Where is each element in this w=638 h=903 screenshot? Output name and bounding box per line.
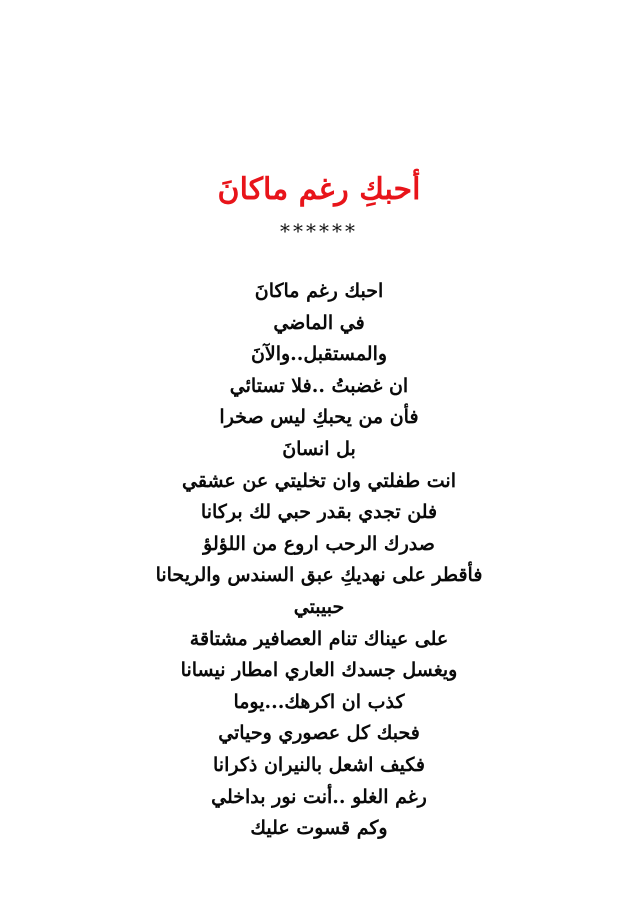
- poem-line: كذب ان اكرهك...يوما: [233, 690, 405, 713]
- poem-line: رغم الغلو ..أنت نور بداخلي: [211, 785, 427, 808]
- poem-body: [0, 276, 638, 845]
- poem-line: ان غضبتُ ..فلا تستائي: [229, 374, 409, 397]
- poem-line: فكيف اشعل بالنيران ذكرانا: [213, 753, 425, 776]
- poem-line: وكم قسوت عليك: [250, 817, 388, 840]
- poem-line: على عيناك تنام العصافير مشتاقة: [189, 627, 449, 650]
- poem-title: أحبكِ رغم ماكانَ: [217, 172, 421, 207]
- poem-line: فأقطر على نهديكِ عبق السندس والريحانا: [155, 564, 483, 587]
- poem-line: فحبك كل عصوري وحياتي: [218, 722, 420, 745]
- poem-line: انت طفلتي وان تخليتي عن عشقي: [182, 469, 456, 492]
- title-separator: ******: [280, 219, 358, 243]
- poem-line: احبك رغم ماكانَ: [254, 280, 384, 302]
- poem-line: ويغسل جسدك العاري امطار نيسانا: [180, 659, 458, 682]
- poem-line: حبيبتي: [293, 595, 345, 618]
- poem-line: صدرك الرحب اروع من اللؤلؤ: [203, 532, 435, 555]
- poem-line: فأن من يحبكِ ليس صخرا: [219, 406, 419, 429]
- poem-line: فلن تجدي بقدر حبي لك بركانا: [200, 501, 438, 524]
- poem-line: والمستقبل..والآنَ: [250, 343, 388, 366]
- poem-line: بل انسانَ: [282, 437, 356, 460]
- poem-line: في الماضي: [273, 311, 365, 334]
